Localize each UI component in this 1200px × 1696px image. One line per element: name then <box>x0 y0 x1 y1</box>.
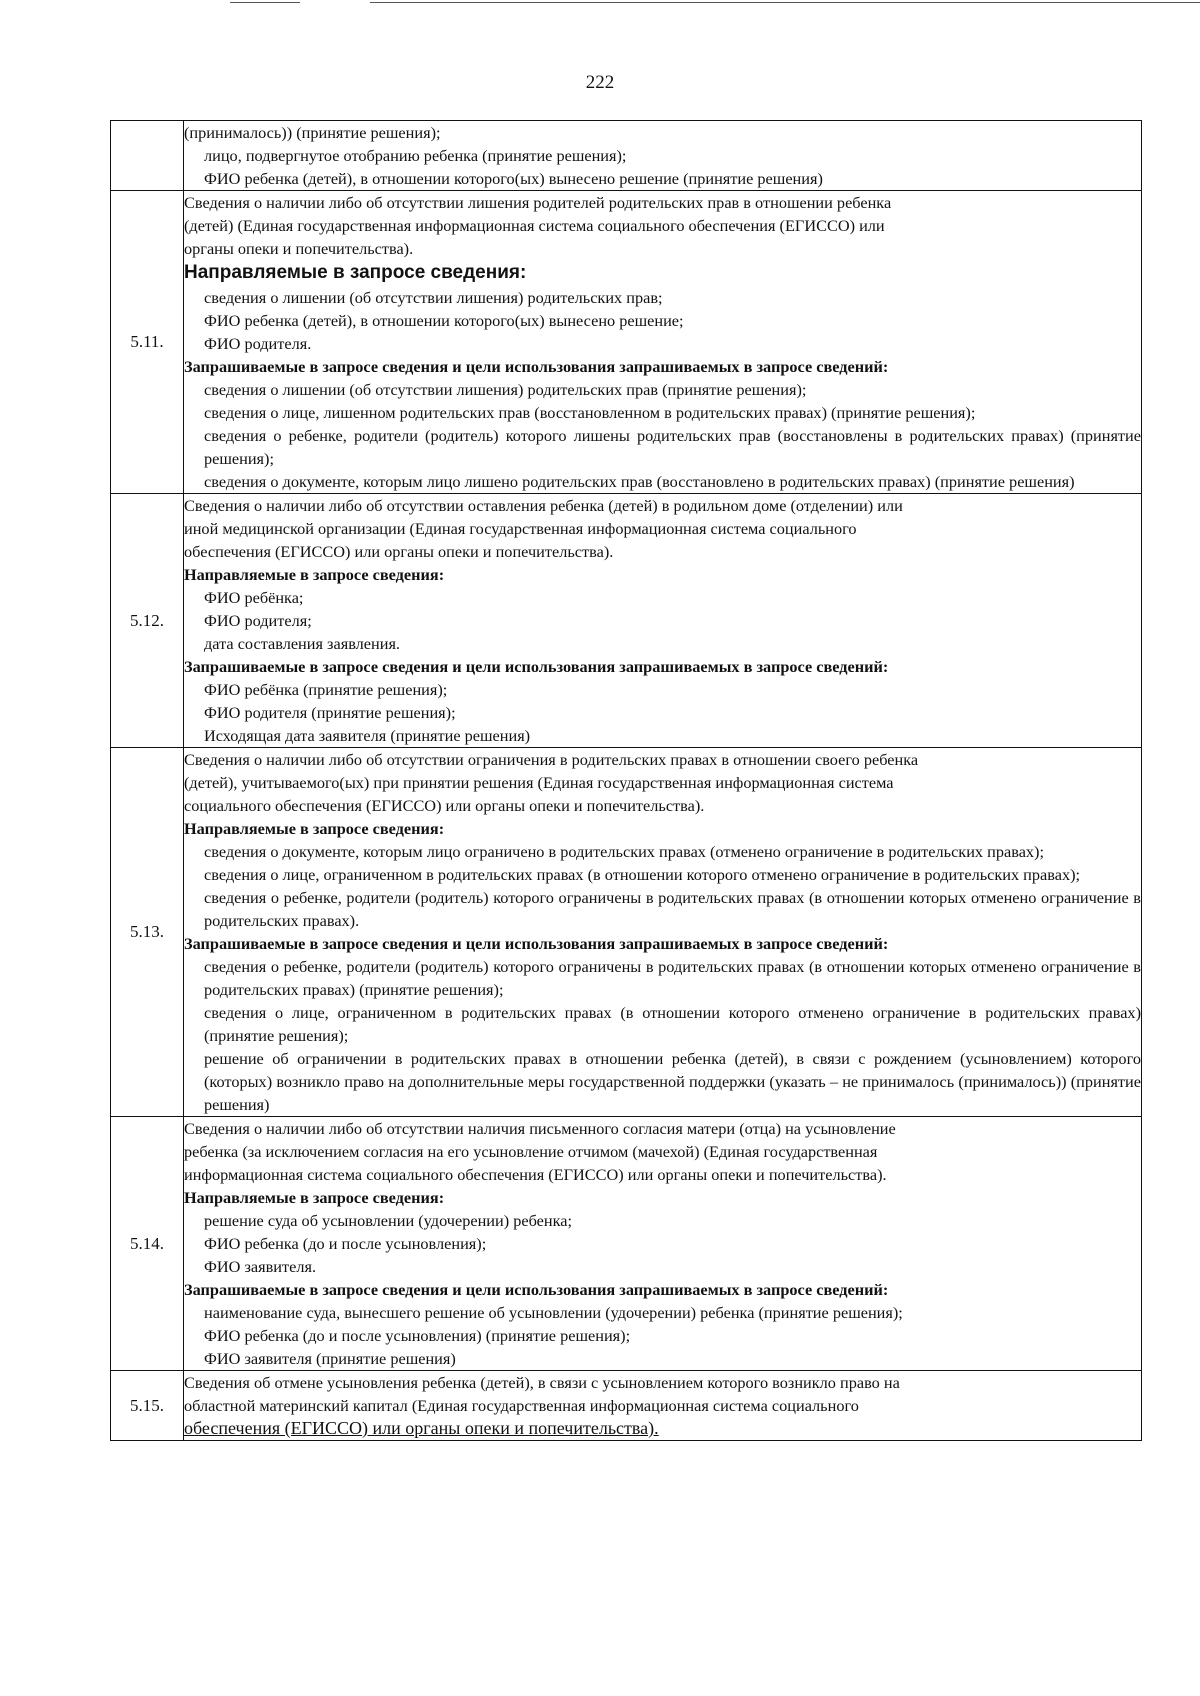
table-row <box>111 1117 1142 1371</box>
section-subheading: Запрашиваемые в запросе сведения и цели использования запрашиваемых в запросе сведений: <box>184 657 889 676</box>
text-line: обеспечения (ЕГИССО) или органы опеки и попечительства). <box>184 542 614 561</box>
section-number: 5.12. <box>111 494 184 748</box>
text-line: ФИО ребенка (детей), в отношении которого(ых) вынесено решение; <box>204 311 684 330</box>
text-line: сведения о ребенке, родители (родитель) которого ограничены в родительских правах (в отношении которых отменено ограничение в родительских правах) (принятие решения); <box>204 957 1141 999</box>
section-subheading: Запрашиваемые в запросе сведения и цели использования запрашиваемых в запросе сведений: <box>184 357 889 376</box>
text-line: Сведения о наличии либо об отсутствии лишения родителей родительских прав в отношении ребенка <box>184 193 892 212</box>
text-line: органы опеки и попечительства). <box>184 239 414 258</box>
section-subheading: Направляемые в запросе сведения: <box>184 565 445 584</box>
section-content <box>184 191 1142 494</box>
text-line: лицо, подвергнутое отобранию ребенка (принятие решения); <box>204 146 627 165</box>
section-subheading: Запрашиваемые в запросе сведения и цели использования запрашиваемых в запросе сведений: <box>184 1280 889 1299</box>
text-line: иной медицинской организации (Единая государственная информационная система социального <box>184 519 857 538</box>
text-line: ФИО ребенка (детей), в отношении которого(ых) вынесено решение (принятие решения) <box>204 169 823 188</box>
section-subheading: Направляемые в запросе сведения: <box>184 819 445 838</box>
text-line: Сведения о наличии либо об отсутствии наличия письменного согласия матери (отца) на усыновление <box>184 1119 896 1138</box>
text-line: Сведения о наличии либо об отсутствии ограничения в родительских правах в отношении своего ребенка <box>184 750 919 769</box>
section-number: 5.11. <box>111 191 184 494</box>
section-content <box>184 1117 1142 1371</box>
text-line: (детей) (Единая государственная информационная система социального обеспечения (ЕГИССО) или <box>184 216 885 235</box>
text-line: сведения о лице, ограниченном в родительских правах (в отношении которого отменено ограничение в родительских правах); <box>204 865 1081 884</box>
text-line: сведения о лишении (об отсутствии лишения) родительских прав; <box>204 288 663 307</box>
text-line: ФИО родителя; <box>204 611 312 630</box>
section-number: 5.13. <box>111 748 184 1117</box>
text-line: ФИО родителя (принятие решения); <box>204 703 456 722</box>
text-line: сведения о документе, которым лицо лишено родительских прав (восстановлено в родительских правах) (принятие решения) <box>204 472 1075 491</box>
text-line: наименование суда, вынесшего решение об усыновлении (удочерении) ребенка (принятие решения); <box>204 1303 903 1322</box>
text-line: (детей), учитываемого(ых) при принятии решения (Единая государственная информационная система <box>184 773 894 792</box>
section-content <box>184 494 1142 748</box>
text-line: Сведения об отмене усыновления ребенка (детей), в связи с усыновлением которого возникло право на <box>184 1373 900 1392</box>
text-line: областной материнский капитал (Единая государственная информационная система социального <box>184 1396 859 1415</box>
text-line: ребенка (за исключением согласия на его усыновление отчимом (мачехой) (Единая государственная <box>184 1142 878 1161</box>
text-line: сведения о ребенке, родители (родитель) которого ограничены в родительских правах (в отношении которых отменено ограничение в родительских правах). <box>204 888 1141 930</box>
section-number: 5.14. <box>111 1117 184 1371</box>
text-line: Сведения о наличии либо об отсутствии оставления ребенка (детей) в родильном доме (отделении) или <box>184 496 903 515</box>
section-subheading: Направляемые в запросе сведения: <box>184 1188 445 1207</box>
section-content <box>184 121 1142 191</box>
section-content <box>184 748 1142 1117</box>
text-line: дата составления заявления. <box>204 634 401 653</box>
section-number <box>111 121 184 191</box>
table-row <box>111 494 1142 748</box>
text-line: решение об ограничении в родительских правах в отношении ребенка (детей), в связи с рождением (усыновлением) которого (которых) возникло право на дополнительные меры государственной поддержки (указать – не принималось (принималось)) (принятие решения) <box>204 1049 1141 1114</box>
text-line: сведения о лишении (об отсутствии лишения) родительских прав (принятие решения); <box>204 380 807 399</box>
text-line: Исходящая дата заявителя (принятие решения) <box>204 726 531 745</box>
text-line: решение суда об усыновлении (удочерении) ребенка; <box>204 1211 572 1230</box>
text-line: ФИО заявителя (принятие решения) <box>204 1349 456 1368</box>
text-line: социального обеспечения (ЕГИССО) или органы опеки и попечительства). <box>184 796 705 815</box>
text-line: сведения о лице, ограниченном в родительских правах (в отношении которого отменено ограничение в родительских правах) (принятие решения); <box>204 1003 1141 1045</box>
section-content <box>184 1371 1142 1441</box>
text-line: ФИО ребенка (до и после усыновления); <box>204 1234 487 1253</box>
text-line: ФИО родителя. <box>204 334 312 353</box>
scan-top-edge <box>0 0 1200 8</box>
text-line: ФИО ребёнка; <box>204 588 304 607</box>
table-row <box>111 748 1142 1117</box>
table-row <box>111 191 1142 494</box>
table-row <box>111 121 1142 191</box>
text-line: сведения о лице, лишенном родительских прав (восстановленном в родительских правах) (принятие решения); <box>204 403 976 422</box>
text-line: сведения о документе, которым лицо ограничено в родительских правах (отменено ограничение в родительских правах); <box>204 842 1045 861</box>
requirements-table <box>110 120 1142 1441</box>
text-line: ФИО ребёнка (принятие решения); <box>204 680 448 699</box>
text-line: сведения о ребенке, родители (родитель) которого лишены родительских прав (восстановлены в родительских правах) (принятие решения); <box>204 426 1141 468</box>
table-row <box>111 1371 1142 1441</box>
text-line: ФИО заявителя. <box>204 1257 317 1276</box>
section-subheading: Запрашиваемые в запросе сведения и цели использования запрашиваемых в запросе сведений: <box>184 934 889 953</box>
text-line: обеспечения (ЕГИССО) или органы опеки и попечительства). <box>184 1418 659 1438</box>
section-subheading: Направляемые в запросе сведения: <box>184 262 527 283</box>
text-line: ФИО ребенка (до и после усыновления) (принятие решения); <box>204 1326 631 1345</box>
text-line: информационная система социального обеспечения (ЕГИССО) или органы опеки и попечительства). <box>184 1165 887 1184</box>
section-number: 5.15. <box>111 1371 184 1441</box>
page-number: 222 <box>585 72 615 93</box>
text-line: (принималось)) (принятие решения); <box>184 123 441 142</box>
